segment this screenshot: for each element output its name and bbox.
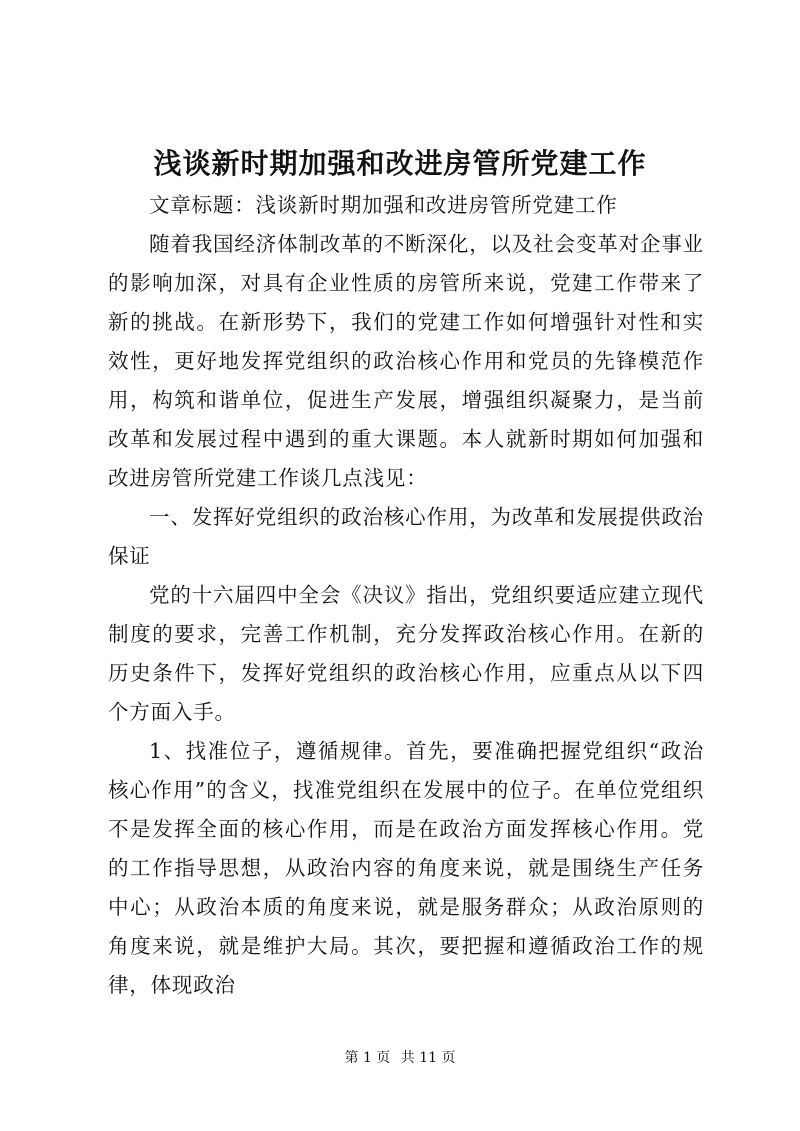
document-body: [108, 186, 704, 1005]
article-title-line: 文章标题：浅谈新时期加强和改进房管所党建工作: [149, 193, 618, 217]
section-heading: 一、发挥好党组织的政治核心作用，为改革和发展提供政治保证: [108, 505, 704, 568]
page-total: 共 11 页: [400, 1050, 456, 1066]
intro-paragraph: 随着我国经济体制改革的不断深化，以及社会变革对企事业的影响加深，对具有企业性质的房管所来说，党建工作带来了新的挑战。在新形势下，我们的党建工作如何增强针对性和实效性，更好地发挥党组织的政治核心作用和党员的先锋模范作用，构筑和谐单位，促进生产发展，增强组织凝聚力，是当前改革和发展过程中遇到的重大课题。本人就新时期如何加强和改进房管所党建工作谈几点浅见：: [108, 232, 704, 490]
document-title: 浅谈新时期加强和改进房管所党建工作: [153, 147, 647, 180]
page-footer: [0, 1048, 800, 1068]
page-number: 第 1 页: [344, 1050, 391, 1066]
body-paragraph: 1、找准位子，遵循规律。首先，要准确把握党组织“政治核心作用”的含义，找准党组织在发展中的位子。在单位党组织不是发挥全面的核心作用，而是在政治方面发挥核心作用。党的工作指导思想，从政治内容的角度来说，就是围绕生产任务中心；从政治本质的角度来说，就是服务群众；从政治原则的角度来说，就是维护大局。其次，要把握和遵循政治工作的规律，体现政治: [108, 739, 704, 997]
body-paragraph: 党的十六届四中全会《决议》指出，党组织要适应建立现代制度的要求，完善工作机制，充分发挥政治核心作用。在新的历史条件下，发挥好党组织的政治核心作用，应重点从以下四个方面入手。: [108, 583, 704, 724]
